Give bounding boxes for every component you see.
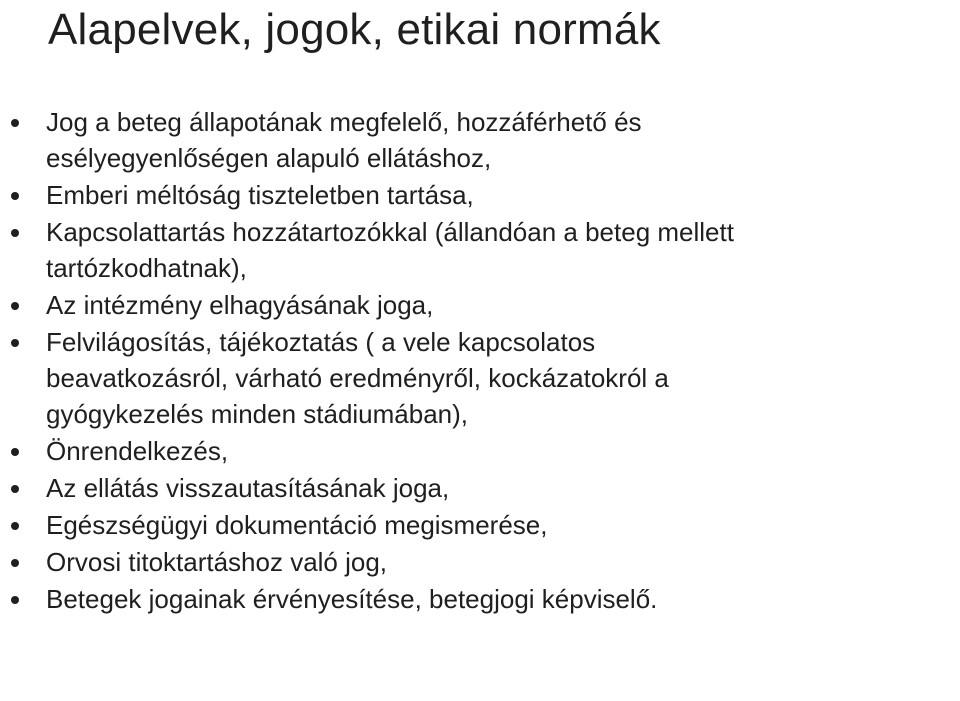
bullet-text-line: Önrendelkezés, <box>46 436 229 466</box>
bullet-text-line: Jog a beteg állapotának megfelelő, hozzáférhető és <box>46 107 642 137</box>
bullet-text-line: Kapcsolattartás hozzátartozókkal (állandóan a beteg mellett <box>46 217 734 247</box>
bullet-dot-icon <box>11 339 19 347</box>
bullet-dot-icon <box>11 485 19 493</box>
bullet-dot-icon <box>11 119 19 127</box>
bullet-dot-icon <box>11 522 19 530</box>
bullet-dot-icon <box>11 229 19 237</box>
bullet-item <box>0 433 960 469</box>
bullet-item <box>0 214 960 286</box>
bullet-item <box>0 177 960 213</box>
bullet-text-line: Egészségügyi dokumentáció megismerése, <box>46 510 548 540</box>
bullet-text-line: Betegek jogainak érvényesítése, betegjogi képviselő. <box>46 584 658 614</box>
bullet-item <box>0 470 960 506</box>
bullet-text-line: beavatkozásról, várható eredményről, kockázatokról a <box>46 363 669 393</box>
bullet-text-line: Emberi méltóság tiszteletben tartása, <box>46 180 474 210</box>
bullet-item <box>0 507 960 543</box>
bullet-item <box>0 581 960 617</box>
bullet-text-line: Felvilágosítás, tájékoztatás ( a vele kapcsolatos <box>46 327 596 357</box>
bullet-text-line: Az intézmény elhagyásának joga, <box>46 290 434 320</box>
slide-title: Alapelvek, jogok, etikai normák <box>48 5 661 54</box>
bullet-dot-icon <box>11 448 19 456</box>
bullet-dot-icon <box>11 302 19 310</box>
bullet-text-line: gyógykezelés minden stádiumában), <box>46 399 469 429</box>
bullet-dot-icon <box>11 596 19 604</box>
bullet-dot-icon <box>11 559 19 567</box>
bullet-list <box>0 104 960 618</box>
bullet-item <box>0 324 960 432</box>
bullet-item <box>0 104 960 176</box>
bullet-text-line: esélyegyenlőségen alapuló ellátáshoz, <box>46 143 492 173</box>
bullet-text-line: tartózkodhatnak), <box>46 253 247 283</box>
bullet-text-line: Orvosi titoktartáshoz való jog, <box>46 547 388 577</box>
bullet-item <box>0 287 960 323</box>
bullet-dot-icon <box>11 192 19 200</box>
bullet-text-line: Az ellátás visszautasításának joga, <box>46 473 450 503</box>
bullet-item <box>0 544 960 580</box>
